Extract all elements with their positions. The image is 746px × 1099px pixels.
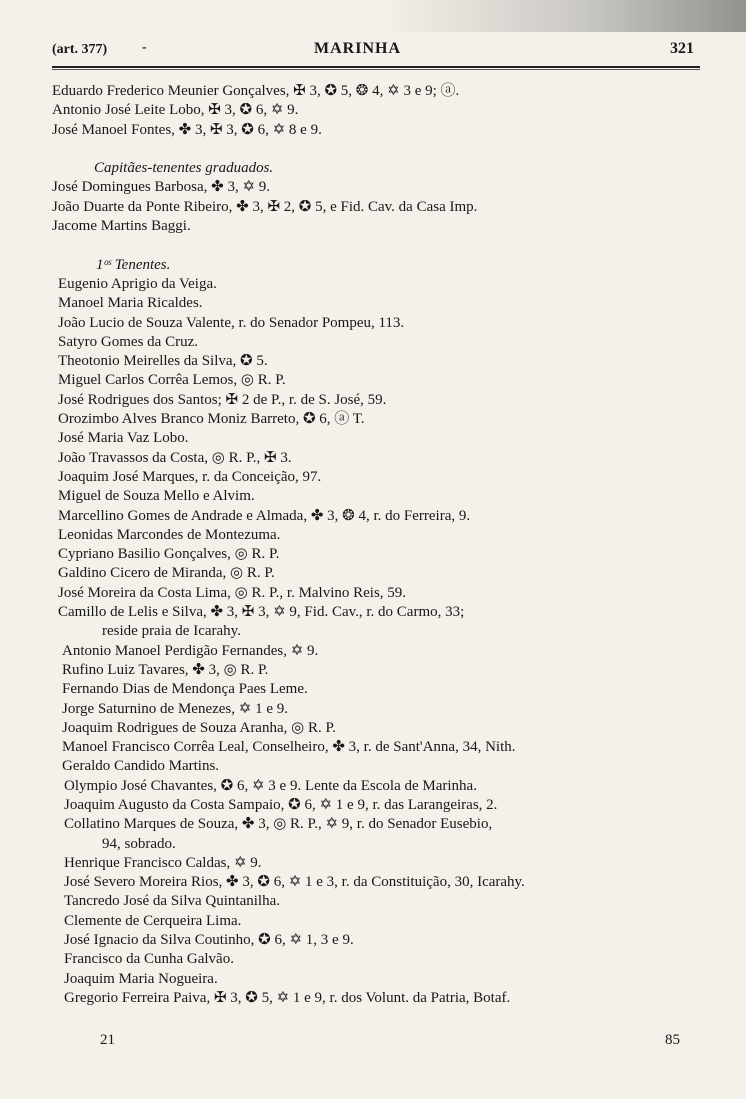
roster-entry: José Manoel Fontes, ✤ 3, ✠ 3, ✪ 6, ✡ 8 e 9. [52, 121, 322, 138]
roster-list [52, 82, 712, 1008]
roster-entry: Antonio José Leite Lobo, ✠ 3, ✪ 6, ✡ 9. [52, 102, 299, 119]
roster-entry: Geraldo Candido Martins. [62, 758, 220, 775]
blank-line [52, 140, 712, 159]
section-heading: 1ᵒˢ Tenentes. [96, 256, 171, 273]
sheet-number: 85 [665, 1032, 680, 1048]
roster-entry: Leonidas Marcondes de Montezuma. [58, 526, 281, 543]
roster-entry: Jacome Martins Baggi. [52, 218, 191, 235]
roster-entry: Olympio José Chavantes, ✪ 6, ✡ 3 e 9. Lente da Escola de Marinha. [64, 777, 477, 794]
roster-entry: Camillo de Lelis e Silva, ✤ 3, ✠ 3, ✡ 9, Fid. Cav., r. do Carmo, 33; [58, 604, 465, 621]
roster-entry: João Duarte da Ponte Ribeiro, ✤ 3, ✠ 2, ✪ 5, e Fid. Cav. da Casa Imp. [52, 198, 478, 215]
roster-entry: Antonio Manoel Perdigão Fernandes, ✡ 9. [62, 642, 319, 659]
roster-entry: Eduardo Frederico Meunier Gonçalves, ✠ 3, ✪ 5, ❂ 4, ✡ 3 e 9; ⓐ. [52, 83, 460, 99]
roster-entry: João Travassos da Costa, ◎ R. P., ✠ 3. [58, 449, 292, 466]
roster-entry: Jorge Saturnino de Menezes, ✡ 1 e 9. [62, 700, 288, 717]
roster-entry: Marcellino Gomes de Andrade e Almada, ✤ 3, ❂ 4, r. do Ferreira, 9. [58, 507, 471, 524]
roster-entry: José Moreira da Costa Lima, ◎ R. P., r. Malvino Reis, 59. [58, 584, 407, 601]
roster-entry: Rufino Luiz Tavares, ✤ 3, ◎ R. P. [62, 661, 269, 678]
roster-entry: Joaquim Rodrigues de Souza Aranha, ◎ R. P. [62, 719, 336, 736]
roster-entry: João Lucio de Souza Valente, r. do Senador Pompeu, 113. [58, 314, 405, 331]
roster-entry: 94, sobrado. [102, 835, 176, 852]
page-footer [100, 1032, 680, 1054]
header-dash: - [142, 40, 147, 55]
header-rule-thin [52, 69, 700, 70]
roster-entry: José Maria Vaz Lobo. [58, 430, 189, 447]
roster-entry: José Severo Moreira Rios, ✤ 3, ✪ 6, ✡ 1 e 3, r. da Constituição, 30, Icarahy. [64, 874, 525, 891]
roster-entry: Manoel Francisco Corrêa Leal, Conselheiro, ✤ 3, r. de Sant'Anna, 34, Nith. [62, 739, 516, 756]
roster-entry: Satyro Gomes da Cruz. [58, 333, 198, 350]
roster-entry: José Rodrigues dos Santos; ✠ 2 de P., r. de S. José, 59. [58, 391, 387, 408]
roster-entry: Orozimbo Alves Branco Moniz Barreto, ✪ 6, ⓐ T. [58, 411, 365, 428]
roster-entry: Fernando Dias de Mendonça Paes Leme. [62, 681, 308, 698]
running-title: MARINHA [314, 40, 401, 57]
roster-entry: Joaquim Augusto da Costa Sampaio, ✪ 6, ✡ 1 e 9, r. das Larangeiras, 2. [64, 796, 498, 813]
roster-entry: Joaquim José Marques, r. da Conceição, 97. [58, 468, 322, 485]
article-reference: (art. 377) [52, 42, 108, 57]
roster-entry: Miguel de Souza Mello e Alvim. [58, 488, 255, 505]
roster-entry: José Domingues Barbosa, ✤ 3, ✡ 9. [52, 179, 271, 196]
page-number: 321 [670, 40, 694, 57]
blank-line [52, 236, 712, 255]
roster-entry: reside praia de Icarahy. [102, 623, 241, 640]
page-header [52, 40, 700, 64]
roster-entry: Francisco da Cunha Galvão. [64, 951, 234, 968]
section-heading: Capitães-tenentes graduados. [94, 160, 274, 177]
scan-noise [380, 0, 746, 32]
roster-entry: Cypriano Basilio Gonçalves, ◎ R. P. [58, 546, 280, 563]
roster-entry: Clemente de Cerqueira Lima. [64, 912, 242, 929]
roster-entry: Henrique Francisco Caldas, ✡ 9. [64, 854, 262, 871]
signature-mark: 21 [100, 1032, 115, 1048]
roster-entry: Tancredo José da Silva Quintanilha. [64, 893, 280, 910]
roster-entry: Joaquim Maria Nogueira. [64, 970, 218, 987]
roster-entry: Collatino Marques de Souza, ✤ 3, ◎ R. P., ✡ 9, r. do Senador Eusebio, [64, 816, 493, 833]
roster-entry: Eugenio Aprigio da Veiga. [58, 275, 217, 292]
roster-entry: Gregorio Ferreira Paiva, ✠ 3, ✪ 5, ✡ 1 e 9, r. dos Volunt. da Patria, Botaf. [64, 989, 511, 1006]
roster-entry: Theotonio Meirelles da Silva, ✪ 5. [58, 353, 268, 370]
roster-entry: Galdino Cicero de Miranda, ◎ R. P. [58, 565, 275, 582]
roster-entry: José Ignacio da Silva Coutinho, ✪ 6, ✡ 1, 3 e 9. [64, 932, 354, 949]
roster-entry: Manoel Maria Ricaldes. [58, 295, 203, 312]
roster-entry: Miguel Carlos Corrêa Lemos, ◎ R. P. [58, 372, 286, 389]
header-rule [52, 66, 700, 68]
